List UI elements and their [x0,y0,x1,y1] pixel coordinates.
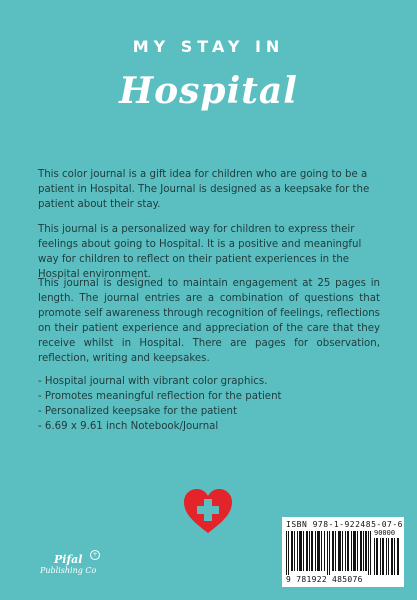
publisher-badge: + [90,550,100,560]
feature-list [38,374,380,434]
ean-number: 9 781922 485076 [286,575,363,584]
publisher-subname: Publishing Co [40,566,97,575]
ean-barcode-bars [286,531,372,575]
publisher-logo [40,553,106,583]
description-paragraph-3: This journal is designed to maintain engagement at 25 pages in length. The journal entries are a combination of questions that promote self awareness through recognition of feelings, reflections on their patient experience and appreciation of the care that they receive whilst in Hospital. There are pages for observation, reflection, writing and keepsakes. [38,278,380,364]
description-paragraph-1: This color journal is a gift idea for children who are going to be a patient in Hospital. The Journal is designed as a keepsake for the patient about their stay. [38,169,370,210]
description-paragraph-2: This journal is a personalized way for children to express their feelings about going to Hospital. It is a positive and meaningful way for children to reflect on their patient experiences in the Hospital environment. [38,224,362,280]
feature-item: - Hospital journal with vibrant color graphics. [38,376,268,387]
addon-number: 90000 [374,529,396,537]
heart-cross-icon [182,487,234,535]
isbn-barcode [282,517,404,587]
title-script-line: Hospital [119,70,298,112]
feature-item: - Promotes meaningful reflection for the patient [38,391,282,402]
isbn-label: ISBN 978-1-922485-07-6 [286,520,403,529]
feature-item: - 6.69 x 9.61 inch Notebook/Journal [38,421,219,432]
addon-barcode-bars [374,538,400,575]
feature-item: - Personalized keepsake for the patient [38,406,237,417]
publisher-name: Pifal [54,553,83,566]
title-top-line: MY STAY IN [132,37,285,56]
